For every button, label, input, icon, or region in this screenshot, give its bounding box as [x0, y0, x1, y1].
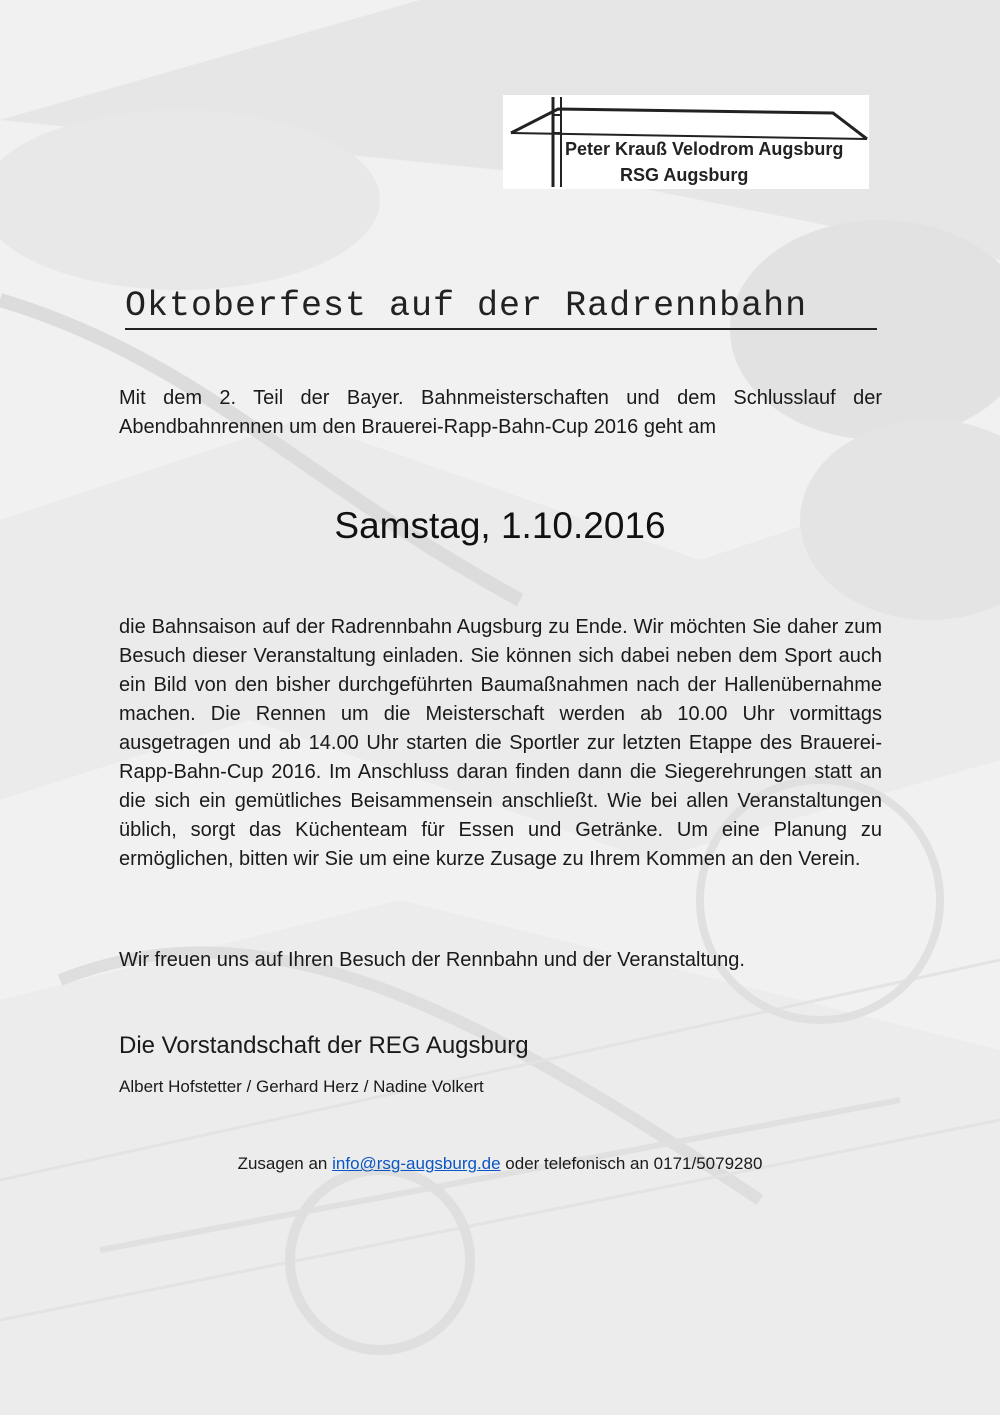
- contact-line: [0, 1152, 1000, 1176]
- logo-text-club: RSG Augsburg: [620, 165, 749, 185]
- contact-email-link[interactable]: info@rsg-augsburg.de: [332, 1154, 501, 1173]
- contact-suffix: oder telefonisch an 0171/5079280: [500, 1154, 763, 1173]
- intro-paragraph: Mit dem 2. Teil der Bayer. Bahnmeisterschaften und dem Schlusslauf der Abendbahnrennen um den Brauerei-Rapp-Bahn-Cup 2016 geht am: [119, 387, 882, 438]
- signature-board: Die Vorstandschaft der REG Augsburg: [119, 1032, 529, 1059]
- body-paragraph: die Bahnsaison auf der Radrennbahn Augsburg zu Ende. Wir möchten Sie daher zum Besuch dieser Veranstaltung einladen. Sie können sich dabei neben dem Sport auch ein Bild von den bisher durchgeführten Baumaßnahmen nach der Hallenübernahme machen. Die Rennen um die Meisterschaft werden ab 10.00 Uhr vormittags ausgetragen und ab 14.00 Uhr starten die Sportler zur letzten Etappe des Brauerei-Rapp-Bahn-Cup 2016. Im Anschluss daran finden dann die Siegerehrungen statt an die sich ein gemütliches Beisammensein anschließt. Wie bei allen Veranstaltungen üblich, sorgt das Küchenteam für Essen und Getränke. Um eine Planung zu ermöglichen, bitten wir Sie um eine kurze Zusage zu Ihrem Kommen an den Verein.: [119, 616, 882, 870]
- board-member-names: Albert Hofstetter / Gerhard Herz / Nadine Volkert: [119, 1077, 484, 1096]
- contact-prefix: Zusagen an: [237, 1154, 333, 1173]
- velodrome-logo: [503, 95, 869, 189]
- event-date: Samstag, 1.10.2016: [334, 505, 666, 546]
- closing-paragraph: Wir freuen uns auf Ihren Besuch der Rennbahn und der Veranstaltung.: [119, 949, 745, 971]
- logo-text-velodrome: Peter Krauß Velodrom Augsburg: [565, 139, 844, 159]
- page-title: Oktoberfest auf der Radrennbahn: [125, 284, 877, 330]
